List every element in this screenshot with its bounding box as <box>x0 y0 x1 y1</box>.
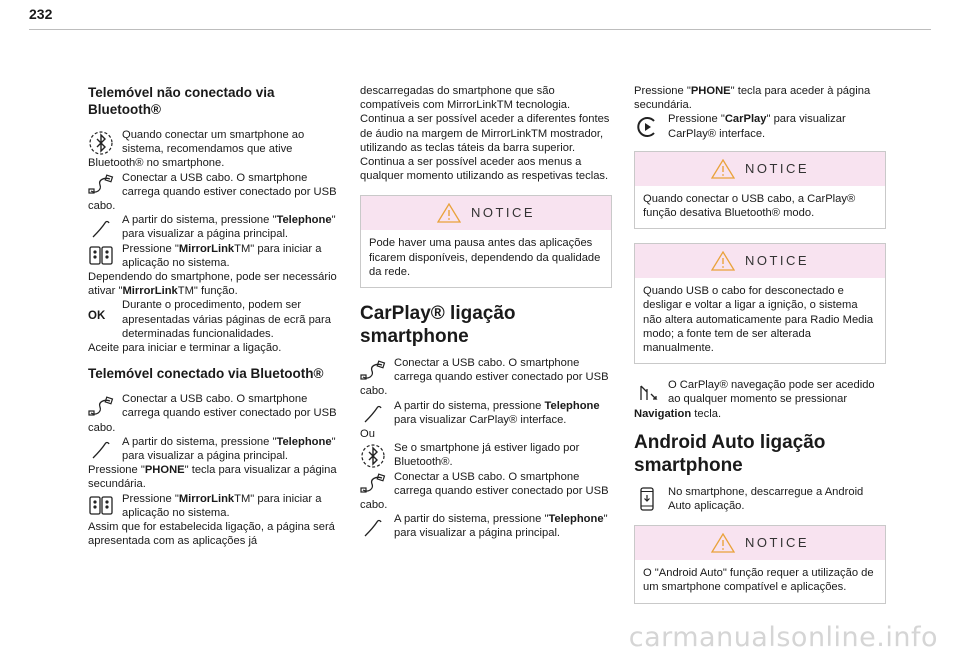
notice-text: Pode haver uma pausa antes das aplicações ficarem disponíveis, dependendo da qualidade da rede. <box>369 237 601 278</box>
usb-cable-icon <box>88 172 118 199</box>
column-1 <box>88 84 340 548</box>
text-connection-established: Assim que for estabelecida ligação, a página será apresentada com as aplicações já <box>88 521 335 548</box>
warning-triangle-icon <box>711 159 735 179</box>
text-depending: Dependendo do smartphone, pode ser necessário ativar "MirrorLinkTM" função. <box>88 271 337 298</box>
notice-box <box>634 151 886 229</box>
warning-triangle-icon <box>711 533 735 553</box>
instruction-bluetooth-2: Se o smartphone já estiver ligado por Bluetooth®. <box>360 441 612 469</box>
ok-icon: OK <box>88 310 106 323</box>
instruction-bluetooth: Quando conectar um smartphone ao sistema, recomendamos que ative Bluetooth® no smartphone. <box>88 129 305 170</box>
carplay-icon <box>634 113 664 140</box>
notice-box <box>634 525 886 603</box>
text-menus: Continua a ser possível aceder aos menus a qualquer momento utilizando as respetivas teclas. <box>360 156 609 183</box>
instruction-navigation: O CarPlay® navegação pode ser acedido ao qualquer momento se pressionar Navigation tecla. <box>634 379 875 420</box>
notice-header: NOTICE <box>361 196 611 230</box>
column-3 <box>634 84 886 618</box>
finger-touch-icon <box>360 513 390 540</box>
notice-text: Quando conectar o USB cabo, a CarPlay® função desativa Bluetooth® modo. <box>643 192 856 220</box>
heading-carplay: CarPlay® ligação smartphone <box>360 303 516 348</box>
instruction-telephone: A partir do sistema, pressione "Telephone" para visualizar a página principal. <box>88 213 340 241</box>
instruction-usb-3: Conectar a USB cabo. O smartphone carrega quando estiver conectado por USB cabo. <box>360 357 609 398</box>
notice-box <box>634 243 886 364</box>
finger-touch-icon <box>360 400 390 427</box>
instruction-telephone-2: A partir do sistema, pressione "Telephone" para visualizar a página principal. <box>88 435 340 463</box>
finger-touch-icon <box>88 214 118 241</box>
instruction-usb-2: Conectar a USB cabo. O smartphone carrega quando estiver conectado por USB cabo. <box>88 393 337 434</box>
instruction-usb-4: Conectar a USB cabo. O smartphone carrega quando estiver conectado por USB cabo. <box>360 470 609 512</box>
usb-cable-icon <box>360 471 390 498</box>
header-rule <box>29 29 931 30</box>
text-or: Ou <box>360 428 375 441</box>
text-phone-key-2: Pressione "PHONE" tecla para aceder à página secundária. <box>634 85 871 112</box>
instruction-telephone-3: A partir do sistema, pressione Telephone para visualizar CarPlay® interface. <box>360 399 612 427</box>
text-phone-key: Pressione "PHONE" tecla para visualizar a página secundária. <box>88 464 337 491</box>
instruction-mirrorlink: Pressione "MirrorLinkTM" para iniciar a aplicação no sistema. <box>88 242 340 270</box>
heading-not-connected: Telemóvel não conectado via Bluetooth® <box>88 85 275 117</box>
notice-text: Quando USB o cabo for desconectado e desligar e voltar a ligar a ignição, o sistema não altera automaticamente para Radio Media modo; a fonte tem de ser alterada manualmente. <box>643 285 874 355</box>
heading-connected: Telemóvel conectado via Bluetooth® <box>88 366 324 382</box>
finger-touch-icon <box>88 436 118 463</box>
notice-box <box>360 195 612 288</box>
bluetooth-icon <box>360 442 390 469</box>
instruction-mirrorlink-2: Pressione "MirrorLinkTM" para iniciar a aplicação no sistema. <box>88 492 340 520</box>
navigation-icon <box>634 379 664 406</box>
warning-triangle-icon <box>711 251 735 271</box>
notice-header: NOTICE <box>635 244 885 278</box>
text-accept: Aceite para iniciar e terminar a ligação. <box>88 342 282 355</box>
mirrorlink-icon <box>88 493 118 520</box>
instruction-telephone-4: A partir do sistema, pressione "Telephone" para visualizar a página principal. <box>360 512 612 540</box>
instruction-usb: Conectar a USB cabo. O smartphone carrega quando estiver conectado por USB cabo. <box>88 171 337 213</box>
text-downloaded: descarregadas do smartphone que são compatíveis com MirrorLinkTM tecnologia. <box>360 85 571 112</box>
mirrorlink-icon <box>88 243 118 270</box>
instruction-carplay: Pressione "CarPlay" para visualizar CarPlay® interface. <box>634 112 886 140</box>
instruction-ok: OK Durante o procedimento, podem ser apresentadas várias páginas de ecrã para determinadas funcionalidades. <box>88 299 331 340</box>
watermark: carmanualsonline.info <box>628 621 938 653</box>
column-2 <box>360 84 612 541</box>
usb-cable-icon <box>360 357 390 384</box>
usb-cable-icon <box>88 393 118 420</box>
bluetooth-icon <box>88 129 118 156</box>
heading-android-auto: Android Auto ligação smartphone <box>634 431 826 476</box>
notice-header: NOTICE <box>635 152 885 186</box>
instruction-android-app: No smartphone, descarregue a Android Auto aplicação. <box>634 485 886 513</box>
notice-header: NOTICE <box>635 526 885 560</box>
page-number: 232 <box>29 6 53 22</box>
smartphone-icon <box>634 486 664 513</box>
text-audio-sources: Continua a ser possível aceder a diferentes fontes de áudio na margem de MirrorLinkTM mostrador, utilizando as teclas táteis da barra superior. <box>360 113 610 154</box>
notice-text: O "Android Auto" função requer a utilização de um smartphone compatível e aplicações. <box>643 567 874 594</box>
warning-triangle-icon <box>437 203 461 223</box>
